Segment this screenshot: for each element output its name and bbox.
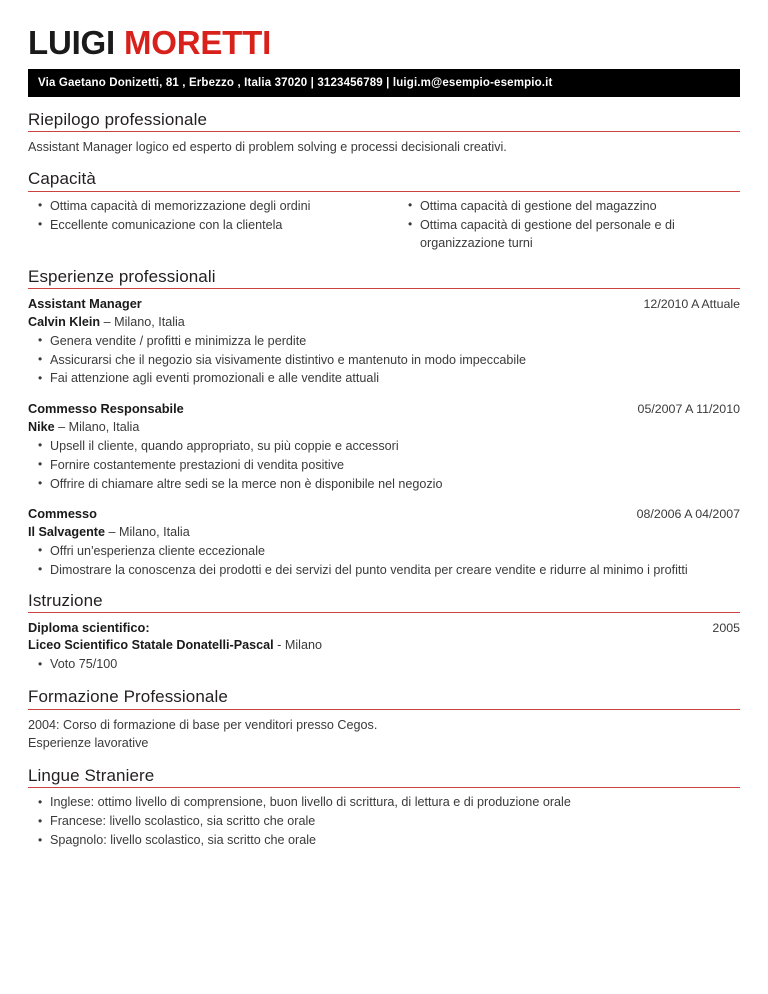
list-item: • Voto 75/100 [28,656,740,674]
separator: - [273,638,285,653]
skills-title: Capacità [28,169,96,189]
separator: – [54,419,69,434]
job-title: Commesso Responsabile [28,401,184,417]
contact-bar [28,69,740,97]
list-item: • Francese: livello scolastico, sia scritto che orale [28,813,740,831]
section-training [28,687,740,753]
experience-entry [28,295,740,388]
list-item: • Eccellente comunicazione con la clientela [28,217,384,235]
company-name: Calvin Klein [28,314,101,329]
section-languages [28,766,740,850]
job-bullets [28,543,740,580]
section-divider [28,288,740,289]
list-item: • Ottima capacità di gestione del magazzino [398,198,740,216]
experience-entry [28,400,740,493]
list-item: • Offrire di chiamare altre sedi se la merce non è disponibile nel negozio [28,476,740,494]
summary-title: Riepilogo professionale [28,109,208,129]
degree-name: Diploma scientifico: [28,620,150,636]
list-item: • Genera vendite / profitti e minimizza le perdite [28,333,740,351]
separator: – [105,524,120,539]
job-date: 05/2007 A 11/2010 [637,402,740,417]
education-entry-header [28,619,740,637]
job-bullets [28,333,740,389]
list-item: • Fai attenzione agli eventi promozionali e alle vendite attuali [28,370,740,388]
list-item: • Fornire costantemente prestazioni di vendita positive [28,457,740,475]
skills-list-right [398,198,740,253]
list-item: • Dimostrare la conoscenza dei prodotti e dei servizi del punto vendita per creare vendite e ridurre al minimo i profitti [28,562,740,580]
summary-text: Assistant Manager logico ed esperto di problem solving e processi decisionali creativi. [28,140,507,155]
company-line [28,419,740,437]
section-experience [28,267,740,580]
school-location: Milano [284,638,322,653]
school-line [28,637,740,655]
experience-entry [28,505,740,579]
training-line: 2004: Corso di formazione di base per venditori presso Cegos. [28,717,378,732]
name-header [28,0,740,65]
company-line [28,524,740,542]
section-divider [28,709,740,710]
contact-line: Via Gaetano Donizetti, 81 , Erbezzo , Italia 37020 | 3123456789 | luigi.m@esempio-esempio.it [38,76,553,89]
list-item: • Upsell il cliente, quando appropriato, su più coppie e accessori [28,438,740,456]
full-name [28,26,740,61]
languages-title: Lingue Straniere [28,765,155,785]
company-name: Nike [28,419,55,434]
list-item: • Assicurarsi che il negozio sia visivamente distintivo e mantenuto in modo impeccabile [28,352,740,370]
job-title: Assistant Manager [28,296,142,312]
list-item: • Ottima capacità di gestione del personale e di organizzazione turni [398,217,740,253]
skills-column-left [28,198,384,254]
section-divider [28,191,740,192]
languages-list [28,794,740,850]
education-year: 2005 [712,621,740,636]
job-date: 08/2006 A 04/2007 [636,507,740,522]
training-line: Esperienze lavorative [28,736,149,751]
list-item: • Ottima capacità di memorizzazione degli ordini [28,198,384,216]
section-summary [28,110,740,157]
training-title: Formazione Professionale [28,687,228,707]
skills-column-right [384,198,740,254]
entry-header [28,505,740,524]
job-date: 12/2010 A Attuale [643,297,740,312]
entry-header [28,295,740,314]
section-education [28,591,740,674]
company-location: Milano, Italia [114,314,185,329]
separator: – [100,314,115,329]
experience-title: Esperienze professionali [28,266,216,286]
first-name: LUIGI [28,24,115,61]
skills-list-left [28,198,384,235]
education-title: Istruzione [28,590,103,610]
last-name: MORETTI [123,24,272,61]
job-bullets [28,438,740,494]
section-divider [28,787,740,788]
company-location: Milano, Italia [68,419,140,434]
section-divider [28,612,740,613]
job-title: Commesso [28,506,97,522]
company-line [28,314,740,332]
company-location: Milano, Italia [119,524,190,539]
school-name: Liceo Scientifico Statale Donatelli-Pascal [28,638,274,653]
skills-columns [28,198,740,254]
company-name: Il Salvagente [28,524,105,539]
list-item: • Inglese: ottimo livello di comprensione, buon livello di scrittura, di lettura e di produzione orale [28,794,740,812]
entry-header [28,400,740,419]
section-skills [28,169,740,253]
section-divider [28,131,740,132]
education-bullets [28,656,740,674]
list-item: • Spagnolo: livello scolastico, sia scritto che orale [28,832,740,850]
list-item: • Offri un'esperienza cliente eccezionale [28,543,740,561]
